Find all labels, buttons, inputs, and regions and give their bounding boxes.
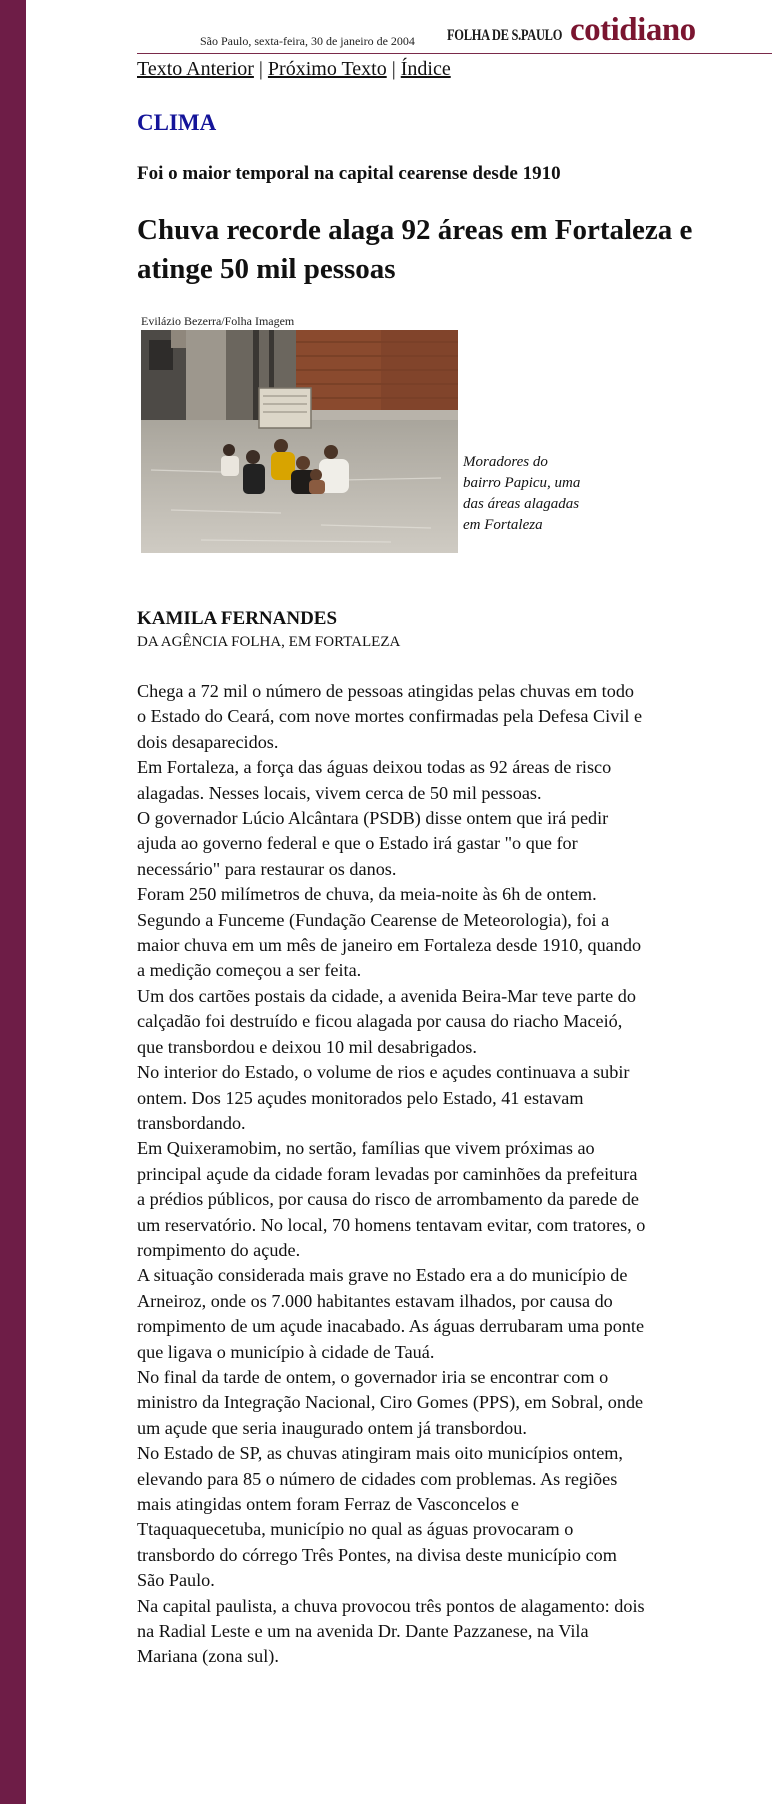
section-logo[interactable]: cotidiano <box>570 12 696 48</box>
left-color-bar <box>0 0 26 1804</box>
section-kicker: CLIMA <box>137 110 217 135</box>
dateline: São Paulo, sexta-feira, 30 de janeiro de 2004 <box>200 34 415 48</box>
author-agency: DA AGÊNCIA FOLHA, EM FORTALEZA <box>137 634 401 650</box>
photo-caption: Moradores do bairro Papicu, uma das áreas alagadas em Fortaleza <box>463 454 581 533</box>
folha-logo[interactable]: FOLHA DE S.PAULO <box>447 27 563 44</box>
index-link[interactable]: Índice <box>400 58 451 80</box>
body-paragraph: Um dos cartões postais da cidade, a avenida Beira-Mar teve parte do calçadão foi destruído e ficou alagada por causa do riacho Maceió, que transbordou e deixou 10 mil desabrigados. <box>137 985 636 1057</box>
previous-text-link[interactable]: Texto Anterior <box>137 58 254 80</box>
nav-separator: | <box>391 58 396 80</box>
article-body <box>137 679 647 1670</box>
body-paragraph: Na capital paulista, a chuva provocou três pontos de alagamento: dois na Radial Leste e um na avenida Dr. Dante Pazzanese, na Vila Mariana (zona sul). <box>137 1595 645 1667</box>
body-paragraph: Em Fortaleza, a força das águas deixou todas as 92 áreas de risco alagadas. Nesses locais, vivem cerca de 50 mil pessoas. <box>137 757 612 803</box>
next-text-link[interactable]: Próximo Texto <box>267 58 387 80</box>
article-navigation <box>137 58 451 81</box>
photo-credit: Evilázio Bezerra/Folha Imagem <box>141 314 295 328</box>
nav-separator: | <box>258 58 263 80</box>
body-paragraph: No final da tarde de ontem, o governador iria se encontrar com o ministro da Integração Nacional, Ciro Gomes (PPS), em Sobral, onde um açude que seria inaugurado ontem já transbordou. <box>137 1366 644 1438</box>
body-paragraph: A situação considerada mais grave no Estado era a do município de Arneiroz, onde os 7.000 habitantes estavam ilhados, por causa do rompimento de um açude inacabado. As águas derrubaram uma ponte que ligava o município à cidade de Tauá. <box>137 1265 645 1362</box>
author-name: KAMILA FERNANDES <box>137 608 338 629</box>
body-paragraph: Foram 250 milímetros de chuva, da meia-noite às 6h de ontem. Segundo a Funceme (Fundação Cearense de Meteorologia), foi a maior chuva em um mês de janeiro em Fortaleza desde 1910, quando a medição começou a ser feita. <box>137 884 642 981</box>
flood-photo <box>141 330 458 553</box>
body-paragraph: Chega a 72 mil o número de pessoas atingidas pelas chuvas em todo o Estado do Ceará, com nove mortes confirmadas pela Defesa Civil e dois desaparecidos. <box>137 681 643 752</box>
body-paragraph: Em Quixeramobim, no sertão, famílias que vivem próximas ao principal açude da cidade foram levadas por caminhões da prefeitura a prédios públicos, por causa do risco de arrombamento da parede de um reservatório. No local, 70 homens tentavam evitar, com tratores, o rompimento do açude. <box>137 1138 646 1260</box>
article-subtitle: Foi o maior temporal na capital cearense desde 1910 <box>137 163 561 184</box>
body-paragraph: O governador Lúcio Alcântara (PSDB) disse ontem que irá pedir ajuda ao governo federal e que o Estado irá gastar "o que for necessário" para restaurar os danos. <box>137 808 609 879</box>
page-header <box>137 0 772 54</box>
article-headline: Chuva recorde alaga 92 áreas em Fortaleza e atinge 50 mil pessoas <box>137 214 693 285</box>
body-paragraph: No Estado de SP, as chuvas atingiram mais oito municípios ontem, elevando para 85 o número de cidades com problemas. As regiões mais atingidas ontem foram Ferraz de Vasconcelos e Ttaquaquecetuba, município no qual as águas provocaram o transbordo do córrego Três Pontes, na divisa deste município com São Paulo. <box>137 1443 623 1591</box>
body-paragraph: No interior do Estado, o volume de rios e açudes continuava a subir ontem. Dos 125 açudes monitorados pelo Estado, 41 estavam transbordando. <box>137 1062 630 1133</box>
